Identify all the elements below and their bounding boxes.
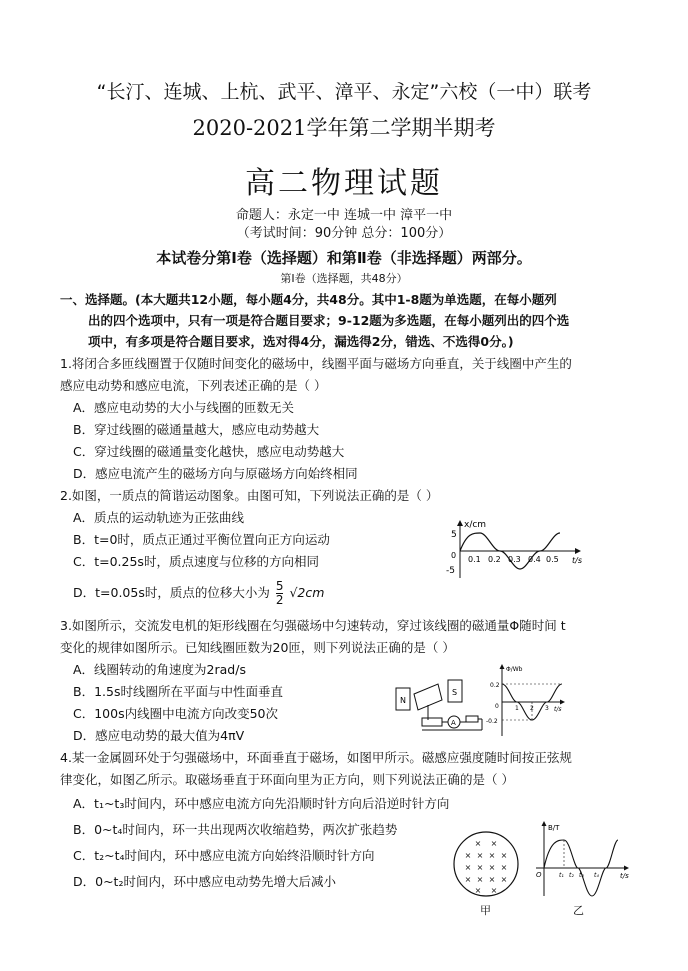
svg-text:×: × bbox=[500, 863, 508, 872]
q4-option-a: A．t₁~t₃时间内，环中感应电流方向先沿顺时针方向后沿逆时针方向 bbox=[73, 796, 450, 811]
section-intro-line1: 一、选择题。(本大题共12小题，每小题4分，共48分。其中1-8题为单选题，在每小题列 bbox=[60, 292, 557, 307]
q4-bt-graph bbox=[528, 818, 632, 898]
svg-text:×: × bbox=[464, 851, 472, 860]
q4-origin: O bbox=[536, 871, 542, 879]
svg-text:×: × bbox=[490, 886, 498, 895]
exam-header-line2: 2020-2021学年第二学期半期考 bbox=[192, 116, 496, 140]
q2-tick-5: 0.5 bbox=[546, 555, 559, 564]
q4-ylabel: B/T bbox=[548, 824, 560, 832]
q1-stem-line1: 1.将闭合多匝线圈置于仅随时间变化的磁场中，线圈平面与磁场方向垂直，关于线圈中产生的 bbox=[60, 356, 572, 371]
q4-label-jia: 甲 bbox=[480, 904, 491, 917]
q3-stem-line1: 3.如图所示，交流发电机的矩形线圈在匀强磁场中匀速转动，穿过该线圈的磁通量Φ随时间 t bbox=[60, 618, 566, 633]
q2-option-c: C．t=0.25s时，质点速度与位移的方向相同 bbox=[73, 554, 319, 569]
svg-text:×: × bbox=[490, 839, 498, 848]
q2-xlabel: t/s bbox=[572, 556, 582, 565]
q2-ylabel: x/cm bbox=[464, 520, 487, 530]
q2-stem: 2.如图，一质点的简谐运动图象。由图可知，下列说法正确的是（ ） bbox=[60, 488, 439, 503]
paper-structure: 本试卷分第Ⅰ卷（选择题）和第Ⅱ卷（非选择题）两部分。 bbox=[156, 249, 532, 267]
q2-fraction-num: 5 bbox=[275, 579, 284, 593]
q3-flux-graph bbox=[486, 662, 566, 738]
exam-header-line1: “长汀、连城、上杭、武平、漳平、永定”六校（一中）联考 bbox=[96, 81, 592, 103]
q2-y-pos: 5 bbox=[451, 530, 457, 540]
q1-option-c: C．穿过线圈的磁通量变化越快，感应电动势越大 bbox=[73, 444, 345, 459]
section-intro-line3: 项中，有多项是符合题目要求，选对得4分，漏选得2分，错选、不选得0分。) bbox=[88, 334, 514, 349]
svg-text:×: × bbox=[474, 839, 482, 848]
q2-option-a: A．质点的运动轨迹为正弦曲线 bbox=[73, 510, 245, 525]
svg-text:×: × bbox=[464, 875, 472, 884]
q2-tick-1: 0.1 bbox=[468, 555, 481, 564]
svg-text:N: N bbox=[400, 696, 406, 705]
q3-xlabel: t/s bbox=[554, 706, 562, 713]
q3-slip-ring bbox=[422, 718, 442, 726]
q2-fraction bbox=[276, 580, 284, 607]
q2-sine-graph bbox=[440, 518, 590, 580]
q4-label-yi: 乙 bbox=[573, 904, 584, 917]
q2-tick-4: 0.4 bbox=[528, 555, 541, 564]
svg-text:×: × bbox=[476, 875, 484, 884]
q3-tick-3: 3 bbox=[545, 705, 549, 712]
q3-y-neg: -0.2 bbox=[486, 718, 498, 725]
q3-y-pos: 0.2 bbox=[490, 682, 500, 689]
q3-stem-line2: 变化的规律如图所示。已知线圈匝数为20匝，则下列说法正确的是（ ） bbox=[60, 640, 455, 655]
part1-heading: 第Ⅰ卷（选择题，共48分） bbox=[280, 272, 408, 285]
q2-tick-2: 0.2 bbox=[488, 555, 501, 564]
svg-text:S: S bbox=[452, 688, 458, 697]
q4-tick-1: t₁ bbox=[559, 872, 564, 879]
q4-ring-diagram bbox=[450, 828, 522, 900]
q4-option-d: D．0~t₂时间内，环中感应电动势先增大后减小 bbox=[73, 874, 336, 889]
q4-xlabel: t/s bbox=[620, 872, 629, 880]
q1-stem-line2: 感应电动势和感应电流，下列表述正确的是（ ） bbox=[60, 378, 327, 393]
q2-fraction-den: 2 bbox=[275, 593, 284, 607]
exam-info: （考试时间：90分钟 总分：100分） bbox=[236, 226, 452, 241]
q4-field-into-page bbox=[465, 839, 508, 895]
page-title: 高二物理试题 bbox=[245, 166, 443, 201]
q2-tick-3: 0.3 bbox=[508, 555, 521, 564]
q4-tick-3: t₃ bbox=[579, 872, 584, 879]
q3-origin: 0 bbox=[495, 703, 499, 710]
q3-ylabel: Φ/Wb bbox=[506, 666, 523, 673]
q1-option-b: B．穿过线圈的磁通量越大，感应电动势越大 bbox=[73, 422, 320, 437]
q3-option-a: A．线圈转动的角速度为2rad/s bbox=[73, 662, 246, 677]
q3-option-b: B．1.5s时线圈所在平面与中性面垂直 bbox=[73, 684, 283, 699]
q1-option-a: A．感应电动势的大小与线圈的匝数无关 bbox=[73, 400, 295, 415]
q4-stem-line1: 4.某一金属圆环处于匀强磁场中，环面垂直于磁场，如图甲所示。磁感应强度随时间按正弦规 bbox=[60, 750, 572, 765]
setters-line: 命题人：永定一中 连城一中 漳平一中 bbox=[235, 208, 453, 223]
q4-tick-4: t₄ bbox=[594, 872, 599, 879]
q3-resistor bbox=[466, 716, 478, 722]
svg-text:×: × bbox=[488, 875, 496, 884]
svg-text:×: × bbox=[464, 863, 472, 872]
q4-option-b: B．0~t₄时间内，环一共出现两次收缩趋势，两次扩张趋势 bbox=[73, 822, 398, 837]
q4-option-c: C．t₂~t₄时间内，环中感应电流方向始终沿顺时针方向 bbox=[73, 848, 375, 863]
q3-tick-2: 2 bbox=[530, 705, 534, 712]
svg-text:×: × bbox=[476, 863, 484, 872]
svg-text:×: × bbox=[488, 851, 496, 860]
q3-generator-diagram bbox=[392, 672, 484, 734]
svg-text:A: A bbox=[451, 719, 456, 727]
svg-text:×: × bbox=[500, 851, 508, 860]
q1-option-d: D．感应电流产生的磁场方向与原磁场方向始终相同 bbox=[73, 466, 358, 481]
q3-tick-1: 1 bbox=[515, 705, 519, 712]
q2-option-b: B．t=0时，质点正通过平衡位置向正方向运动 bbox=[73, 532, 330, 547]
q2-option-d-text: D．t=0.05s时，质点的位移大小为 bbox=[73, 585, 270, 600]
q2-option-d-unit: √2cm bbox=[289, 585, 325, 600]
q4-stem-line2: 律变化，如图乙所示。取磁场垂直于环面向里为正方向，则下列说法正确的是（ ） bbox=[60, 772, 514, 787]
svg-text:×: × bbox=[488, 863, 496, 872]
svg-text:×: × bbox=[476, 851, 484, 860]
q3-option-c: C．100s内线圈中电流方向改变50次 bbox=[73, 706, 279, 721]
q2-origin: 0 bbox=[451, 551, 457, 560]
q2-option-d bbox=[73, 580, 324, 607]
q2-y-neg: -5 bbox=[446, 566, 455, 576]
q4-tick-2: t₂ bbox=[569, 872, 574, 879]
q3-option-d: D．感应电动势的最大值为4πV bbox=[73, 728, 245, 743]
svg-text:×: × bbox=[474, 886, 482, 895]
section-intro-line2: 出的四个选项中，只有一项是符合题目要求；9-12题为多选题，在每小题列出的四个选 bbox=[88, 313, 570, 328]
q4-metal-ring bbox=[454, 832, 518, 896]
svg-text:×: × bbox=[500, 875, 508, 884]
